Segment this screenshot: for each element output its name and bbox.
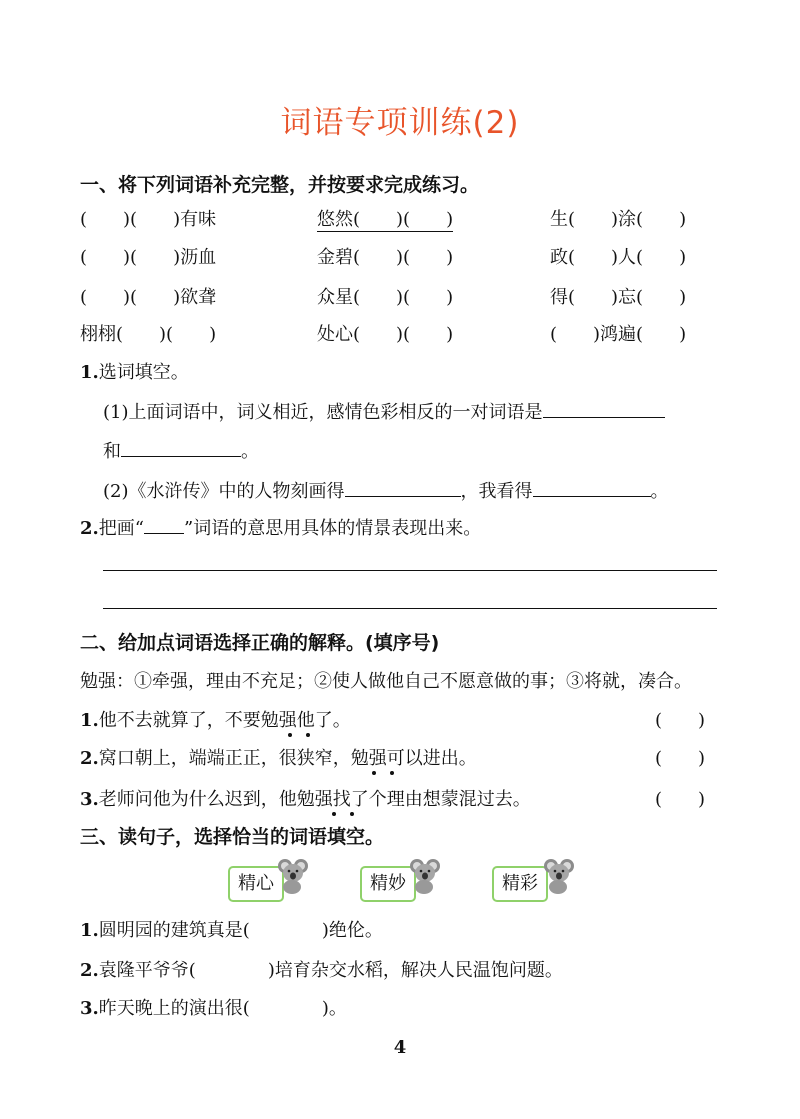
emphasis-dot	[372, 771, 376, 775]
section2-item-2	[80, 744, 477, 770]
question-2	[80, 514, 481, 540]
word-option-3: 精彩	[492, 866, 548, 902]
question-number: 3.	[80, 998, 99, 1019]
question-number: 1.	[80, 710, 99, 731]
question-1a-text: (1)上面词语中，词义相近，感情色彩相反的一对词语是	[103, 402, 543, 423]
question-number: 1.	[80, 362, 99, 383]
section3-item-1	[80, 916, 383, 942]
question-1a-and: 和	[103, 441, 121, 462]
period: 。	[241, 441, 259, 462]
question-1b-pre: (2)《水浒传》中的人物刻画得	[103, 481, 345, 502]
section-3-heading: 三、读句子，选择恰当的词语填空。	[80, 826, 385, 848]
sentence: 老师问他为什么迟到，他勉强找了个理由想蒙混过去。	[98, 789, 531, 810]
emphasis-dot	[350, 812, 354, 816]
grid-r3-c3: 得( )忘( )	[550, 287, 687, 308]
grid-r2-c3: 政( )人( )	[550, 247, 687, 268]
grid-r1-c3: 生( )涂( )	[550, 209, 687, 230]
sentence: 他不去就算了，不要勉强他了。	[98, 710, 351, 731]
grid-r4-c2: 处心( )( )	[317, 324, 454, 345]
answer-blank[interactable]	[345, 495, 461, 497]
question-number: 3.	[80, 789, 99, 810]
answer-line-1[interactable]	[103, 570, 717, 571]
grid-r2-c2: 金碧( )( )	[317, 247, 454, 268]
emphasis-dot	[390, 771, 394, 775]
question-number: 2.	[80, 518, 99, 539]
sentence: 昨天晚上的演出很( )。	[98, 998, 347, 1019]
grid-r1-c2: 悠然( )( )	[317, 205, 453, 232]
grid-r4-c1: 栩栩( )( )	[80, 324, 217, 345]
answer-blank[interactable]	[121, 455, 241, 457]
grid-r3-c1: ( )( )欲聋	[80, 287, 217, 308]
answer-paren[interactable]: ( )	[655, 789, 706, 810]
emphasis-dot	[306, 733, 310, 737]
section-1-heading: 一、将下列词语补充完整，并按要求完成练习。	[80, 174, 480, 196]
answer-blank[interactable]	[533, 495, 651, 497]
question-1b	[103, 477, 669, 503]
emphasis-dot	[332, 812, 336, 816]
question-1a-cont	[103, 437, 259, 463]
question-1b-mid: ，我看得	[460, 481, 533, 502]
answer-blank[interactable]	[543, 416, 665, 418]
answer-paren[interactable]: ( )	[655, 748, 706, 769]
question-number: 2.	[80, 960, 99, 981]
question-1	[80, 358, 189, 384]
section2-item-1	[80, 706, 351, 732]
grid-r1-c1: ( )( )有味	[80, 209, 217, 230]
question-2-pre: 把画“	[98, 518, 144, 539]
question-1a	[103, 398, 665, 424]
answer-paren[interactable]: ( )	[655, 710, 706, 731]
question-2-post: ”词语的意思用具体的情景表现出来。	[184, 518, 482, 539]
emphasis-dot	[288, 733, 292, 737]
koala-icon	[408, 858, 442, 894]
sentence: 圆明园的建筑真是( )绝伦。	[98, 920, 383, 941]
sentence: 窝口朝上，端端正正，很狭窄，勉强可以进出。	[98, 748, 477, 769]
grid-r3-c2: 众星( )( )	[317, 287, 454, 308]
section3-item-3	[80, 994, 347, 1020]
question-number: 1.	[80, 920, 99, 941]
word-option-2: 精妙	[360, 866, 416, 902]
koala-icon	[276, 858, 310, 894]
page-number: 4	[393, 1037, 407, 1058]
page-title: 词语专项训练(2)	[280, 105, 520, 141]
definition: 勉强：①牵强，理由不充足；②使人做他自己不愿意做的事；③将就，凑合。	[80, 671, 692, 692]
section3-item-2	[80, 956, 563, 982]
period: 。	[650, 481, 669, 502]
grid-r4-c3: ( )鸿遍( )	[550, 324, 687, 345]
question-number: 2.	[80, 748, 99, 769]
sentence: 袁隆平爷爷( )培育杂交水稻，解决人民温饱问题。	[98, 960, 563, 981]
grid-r2-c1: ( )( )沥血	[80, 247, 217, 268]
section2-item-3	[80, 785, 531, 811]
section-2-heading: 二、给加点词语选择正确的解释。(填序号)	[80, 632, 440, 654]
word-option-1: 精心	[228, 866, 284, 902]
question-label: 选词填空。	[98, 362, 189, 383]
koala-icon	[542, 858, 576, 894]
underline-sample	[144, 532, 184, 534]
answer-line-2[interactable]	[103, 608, 717, 609]
